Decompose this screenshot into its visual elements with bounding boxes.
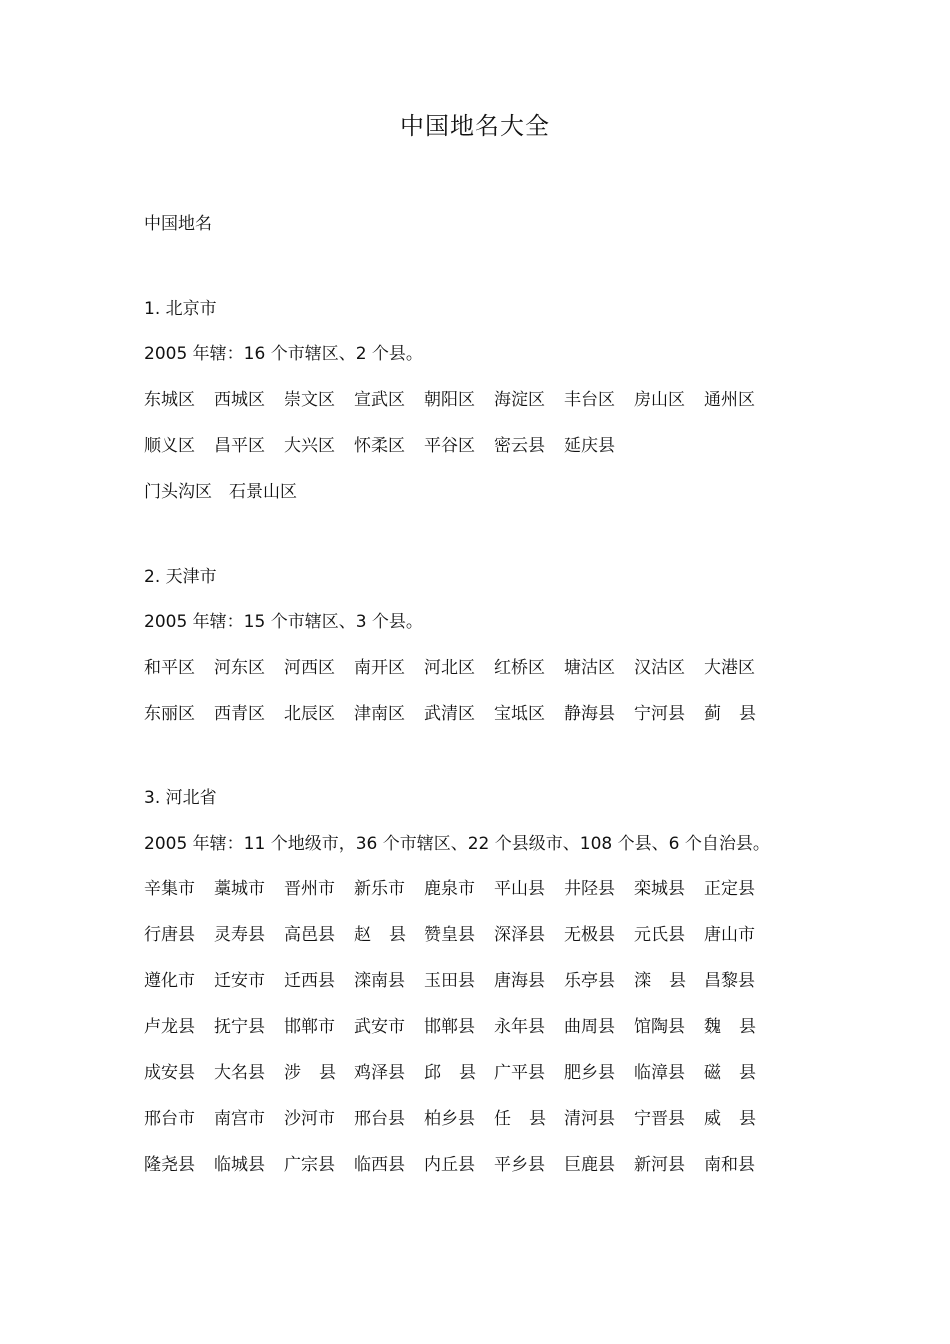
place-name: 丰台区: [564, 390, 615, 410]
place-name: 临漳县: [634, 1063, 685, 1083]
place-name: 海淀区: [494, 390, 545, 410]
place-name: 红桥区: [494, 658, 545, 678]
place-name: 迁西县: [284, 971, 335, 991]
place-name: 唐山市: [704, 925, 755, 945]
section-summary: 2005 年辖：11 个地级市，36 个市辖区、22 个县级市、108 个县、6 个自治县。: [144, 834, 770, 854]
place-name: 东城区: [144, 390, 195, 410]
place-name: 磁 县: [704, 1063, 756, 1083]
place-name: 馆陶县: [634, 1017, 685, 1037]
place-name: 崇文区: [284, 390, 335, 410]
place-name: 永年县: [494, 1017, 545, 1037]
place-name: 南和县: [704, 1155, 755, 1175]
place-name: 任 县: [494, 1109, 546, 1129]
place-name: 怀柔区: [354, 436, 405, 456]
place-name: 宁河县: [634, 704, 685, 724]
place-name: 河北区: [424, 658, 475, 678]
document-subtitle: 中国地名: [144, 214, 212, 234]
place-name: 通州区: [704, 390, 755, 410]
place-name: 河东区: [214, 658, 265, 678]
place-name: 晋州市: [284, 879, 335, 899]
place-name: 隆尧县: [144, 1155, 195, 1175]
place-name: 赵 县: [354, 925, 406, 945]
document-title: 中国地名大全: [400, 112, 550, 140]
place-name: 内丘县: [424, 1155, 475, 1175]
place-name: 门头沟区: [144, 482, 212, 502]
place-name: 抚宁县: [214, 1017, 265, 1037]
section-summary: 2005 年辖：15 个市辖区、3 个县。: [144, 612, 423, 632]
place-name: 昌平区: [214, 436, 265, 456]
place-name: 西青区: [214, 704, 265, 724]
place-name: 乐亭县: [564, 971, 615, 991]
place-name: 新乐市: [354, 879, 405, 899]
place-name: 卢龙县: [144, 1017, 195, 1037]
place-name: 无极县: [564, 925, 615, 945]
place-name: 武安市: [354, 1017, 405, 1037]
place-name: 遵化市: [144, 971, 195, 991]
place-name: 沙河市: [284, 1109, 335, 1129]
section-heading: 2. 天津市: [144, 567, 217, 587]
place-name: 平山县: [494, 879, 545, 899]
place-name: 柏乡县: [424, 1109, 475, 1129]
place-name: 广平县: [494, 1063, 545, 1083]
place-name: 辛集市: [144, 879, 195, 899]
place-name: 静海县: [564, 704, 615, 724]
place-name: 鸡泽县: [354, 1063, 405, 1083]
place-name: 藁城市: [214, 879, 265, 899]
place-name: 元氏县: [634, 925, 685, 945]
place-name: 北辰区: [284, 704, 335, 724]
place-name: 南宫市: [214, 1109, 265, 1129]
place-name: 赞皇县: [424, 925, 475, 945]
place-name: 成安县: [144, 1063, 195, 1083]
place-name: 井陉县: [564, 879, 615, 899]
section-heading: 1. 北京市: [144, 299, 217, 319]
place-name: 汉沽区: [634, 658, 685, 678]
place-name: 新河县: [634, 1155, 685, 1175]
place-name: 平乡县: [494, 1155, 545, 1175]
place-name: 塘沽区: [564, 658, 615, 678]
place-name: 行唐县: [144, 925, 195, 945]
place-name: 唐海县: [494, 971, 545, 991]
place-name: 灵寿县: [214, 925, 265, 945]
place-name: 曲周县: [564, 1017, 615, 1037]
place-name: 石景山区: [229, 482, 297, 502]
place-name: 西城区: [214, 390, 265, 410]
place-name: 肥乡县: [564, 1063, 615, 1083]
place-name: 威 县: [704, 1109, 756, 1129]
place-name: 迁安市: [214, 971, 265, 991]
place-name: 深泽县: [494, 925, 545, 945]
place-name: 宝坻区: [494, 704, 545, 724]
place-name: 邢台县: [354, 1109, 405, 1129]
place-name: 鹿泉市: [424, 879, 475, 899]
place-name: 滦南县: [354, 971, 405, 991]
place-name: 清河县: [564, 1109, 615, 1129]
place-name: 巨鹿县: [564, 1155, 615, 1175]
place-name: 武清区: [424, 704, 475, 724]
place-name: 房山区: [634, 390, 685, 410]
place-name: 魏 县: [704, 1017, 756, 1037]
place-name: 大兴区: [284, 436, 335, 456]
place-name: 临西县: [354, 1155, 405, 1175]
place-name: 昌黎县: [704, 971, 755, 991]
place-name: 高邑县: [284, 925, 335, 945]
place-name: 栾城县: [634, 879, 685, 899]
place-name: 邢台市: [144, 1109, 195, 1129]
place-name: 宁晋县: [634, 1109, 685, 1129]
place-name: 延庆县: [564, 436, 615, 456]
place-name: 滦 县: [634, 971, 686, 991]
place-name: 邱 县: [424, 1063, 476, 1083]
place-name: 玉田县: [424, 971, 475, 991]
place-name: 宣武区: [354, 390, 405, 410]
place-name: 邯郸市: [284, 1017, 335, 1037]
place-name: 河西区: [284, 658, 335, 678]
place-name: 平谷区: [424, 436, 475, 456]
place-name: 密云县: [494, 436, 545, 456]
place-name: 临城县: [214, 1155, 265, 1175]
place-name: 正定县: [704, 879, 755, 899]
place-name: 津南区: [354, 704, 405, 724]
place-name: 广宗县: [284, 1155, 335, 1175]
place-name: 大名县: [214, 1063, 265, 1083]
place-name: 邯郸县: [424, 1017, 475, 1037]
section-summary: 2005 年辖：16 个市辖区、2 个县。: [144, 344, 423, 364]
place-name: 东丽区: [144, 704, 195, 724]
place-name: 大港区: [704, 658, 755, 678]
place-name: 和平区: [144, 658, 195, 678]
place-name: 涉 县: [284, 1063, 336, 1083]
place-name: 南开区: [354, 658, 405, 678]
place-name: 朝阳区: [424, 390, 475, 410]
place-name: 顺义区: [144, 436, 195, 456]
place-name: 蓟 县: [704, 704, 756, 724]
section-heading: 3. 河北省: [144, 788, 217, 808]
